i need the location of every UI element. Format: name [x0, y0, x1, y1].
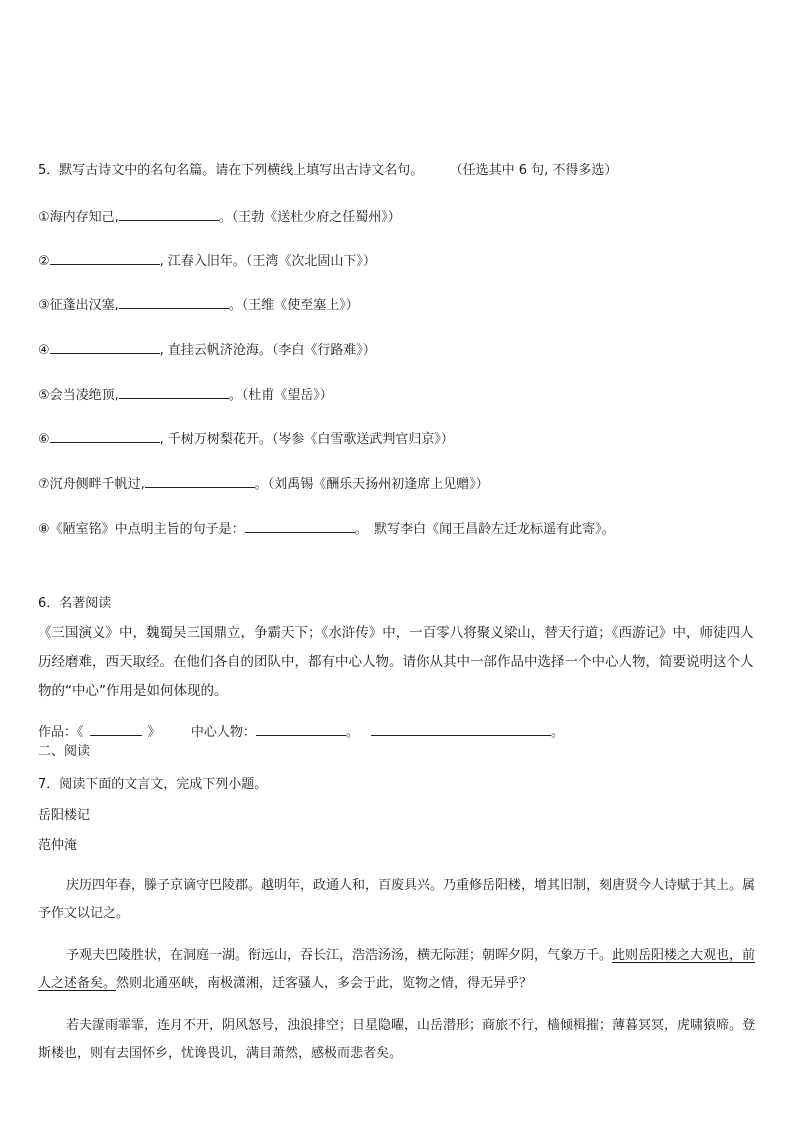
q5-item-7-suffix: 。（刘禹锡《酬乐天扬州初逢席上见赠》）: [254, 477, 489, 492]
q7-paragraph-1: 庆历四年春，滕子京谪守巴陵郡。越明年，政通人和，百废具兴。乃重修岳阳楼，增其旧制，刻唐贤今人诗赋于其上。属予作文以记之。: [38, 878, 756, 921]
q5-note: （任选其中 6 句, 不得多选）: [449, 163, 618, 178]
q6-answer-line: [38, 722, 564, 742]
q6-center-blank[interactable]: [256, 722, 346, 736]
q6-explain-blank[interactable]: [371, 722, 551, 736]
q5-item-2-suffix: , 江春入旧年。（王湾《次北固山下》）: [159, 254, 376, 269]
q5-item-7-prefix: ⑦沉舟侧畔千帆过,: [38, 477, 145, 492]
q5-item-4: [38, 340, 376, 360]
q5-item-4-prefix: ④: [38, 343, 50, 358]
q6-heading: 6．名著阅读: [38, 596, 112, 611]
q6-body: 《三国演义》中，魏蜀吴三国鼎立，争霸天下；《水浒传》中，一百零八将聚义梁山，替天行道；《西游记》中，师徒四人历经磨难，西天取经。在他们各自的团队中，都有中心人物。请你从其中一部作品中选择一个中心人物，简要说明这个人物的“中心”作用是如何体现的。: [38, 625, 754, 699]
q6-end: 。: [550, 725, 564, 740]
q5-item-3-prefix: ③征蓬出汉塞,: [38, 298, 119, 313]
q6-works-blank[interactable]: [90, 722, 142, 736]
q5-item-6-prefix: ⑥: [38, 432, 50, 447]
q5-item-8: [38, 519, 615, 539]
q7-p2-underlined: 此则岳阳楼之大观也，前人之述备矣。: [38, 948, 756, 991]
q5-item-1-prefix: ①海内存知己,: [38, 210, 119, 225]
q5-item-2-prefix: ②: [38, 254, 50, 269]
q7-text-title: 岳阳楼记: [38, 808, 91, 823]
q5-item-1-suffix: 。（王勃《送杜少府之任蜀州》）: [218, 210, 401, 225]
q7-paragraph-3: 若夫霪雨霏霏，连月不开，阴风怒号，浊浪排空；日星隐曜，山岳潜形；商旅不行，樯倾楫摧；薄暮冥冥，虎啸猿啼。登斯楼也，则有去国怀乡，忧谗畏讥，满目萧然，感极而悲者矣。: [38, 1018, 756, 1061]
q5-item-6: [38, 429, 454, 449]
q5-item-8-suffix: 。 默写李白《闻王昌龄左迁龙标遥有此寄》。: [354, 522, 615, 537]
q5-item-5-blank[interactable]: [119, 385, 229, 399]
q5-item-3-blank[interactable]: [119, 295, 229, 309]
q6-works-close: 》: [147, 725, 161, 740]
q5-item-5-suffix: 。（杜甫《望岳》）: [228, 388, 333, 403]
q5-item-5: [38, 385, 333, 405]
q5-item-7-blank[interactable]: [145, 474, 255, 488]
q6-works-label: 作品：《: [38, 725, 84, 740]
q5-item-3: [38, 295, 359, 315]
q7-p2-text-a: 予观夫巴陵胜状，在洞庭一湖。衔远山，吞长江，浩浩汤汤，横无际涯；朝晖夕阴，气象万千。: [66, 948, 613, 963]
q6-center-label: 中心人物：: [190, 725, 256, 740]
q5-item-3-suffix: 。（王维《使至塞上》）: [228, 298, 359, 313]
q5-item-8-prefix: ⑧《陋室铭》中点明主旨的句子是：: [38, 522, 245, 537]
q5-item-6-suffix: , 千树万树梨花开。（岑参《白雪歌送武判官归京》）: [159, 432, 454, 447]
q5-item-2: [38, 251, 376, 271]
q5-heading: 5．默写古诗文中的名句名篇。请在下列横线上填写出古诗文名句。: [38, 163, 424, 178]
q5-item-1-blank[interactable]: [119, 207, 219, 221]
q5-item-4-suffix: , 直挂云帆济沧海。（李白《行路难》）: [159, 343, 376, 358]
q5-item-2-blank[interactable]: [50, 251, 160, 265]
q5-item-7: [38, 474, 489, 494]
q5-heading-line: [38, 162, 617, 180]
q7-text-author: 范仲淹: [38, 838, 78, 853]
q5-item-4-blank[interactable]: [50, 340, 160, 354]
q7-p2-text-b: 然则北通巫峡，南极潇湘，迁客骚人，多会于此，览物之情，得无异乎？: [116, 976, 533, 991]
q5-item-8-blank[interactable]: [245, 519, 355, 533]
q6-sep: 。: [345, 725, 359, 740]
q7-paragraph-2: [38, 942, 760, 998]
q5-item-5-prefix: ⑤会当凌绝顶,: [38, 388, 119, 403]
section-2-heading: 二、阅读: [38, 744, 91, 759]
q5-item-6-blank[interactable]: [50, 429, 160, 443]
q7-heading: 7．阅读下面的文言文，完成下列小题。: [38, 777, 268, 792]
q5-item-1: [38, 207, 401, 227]
